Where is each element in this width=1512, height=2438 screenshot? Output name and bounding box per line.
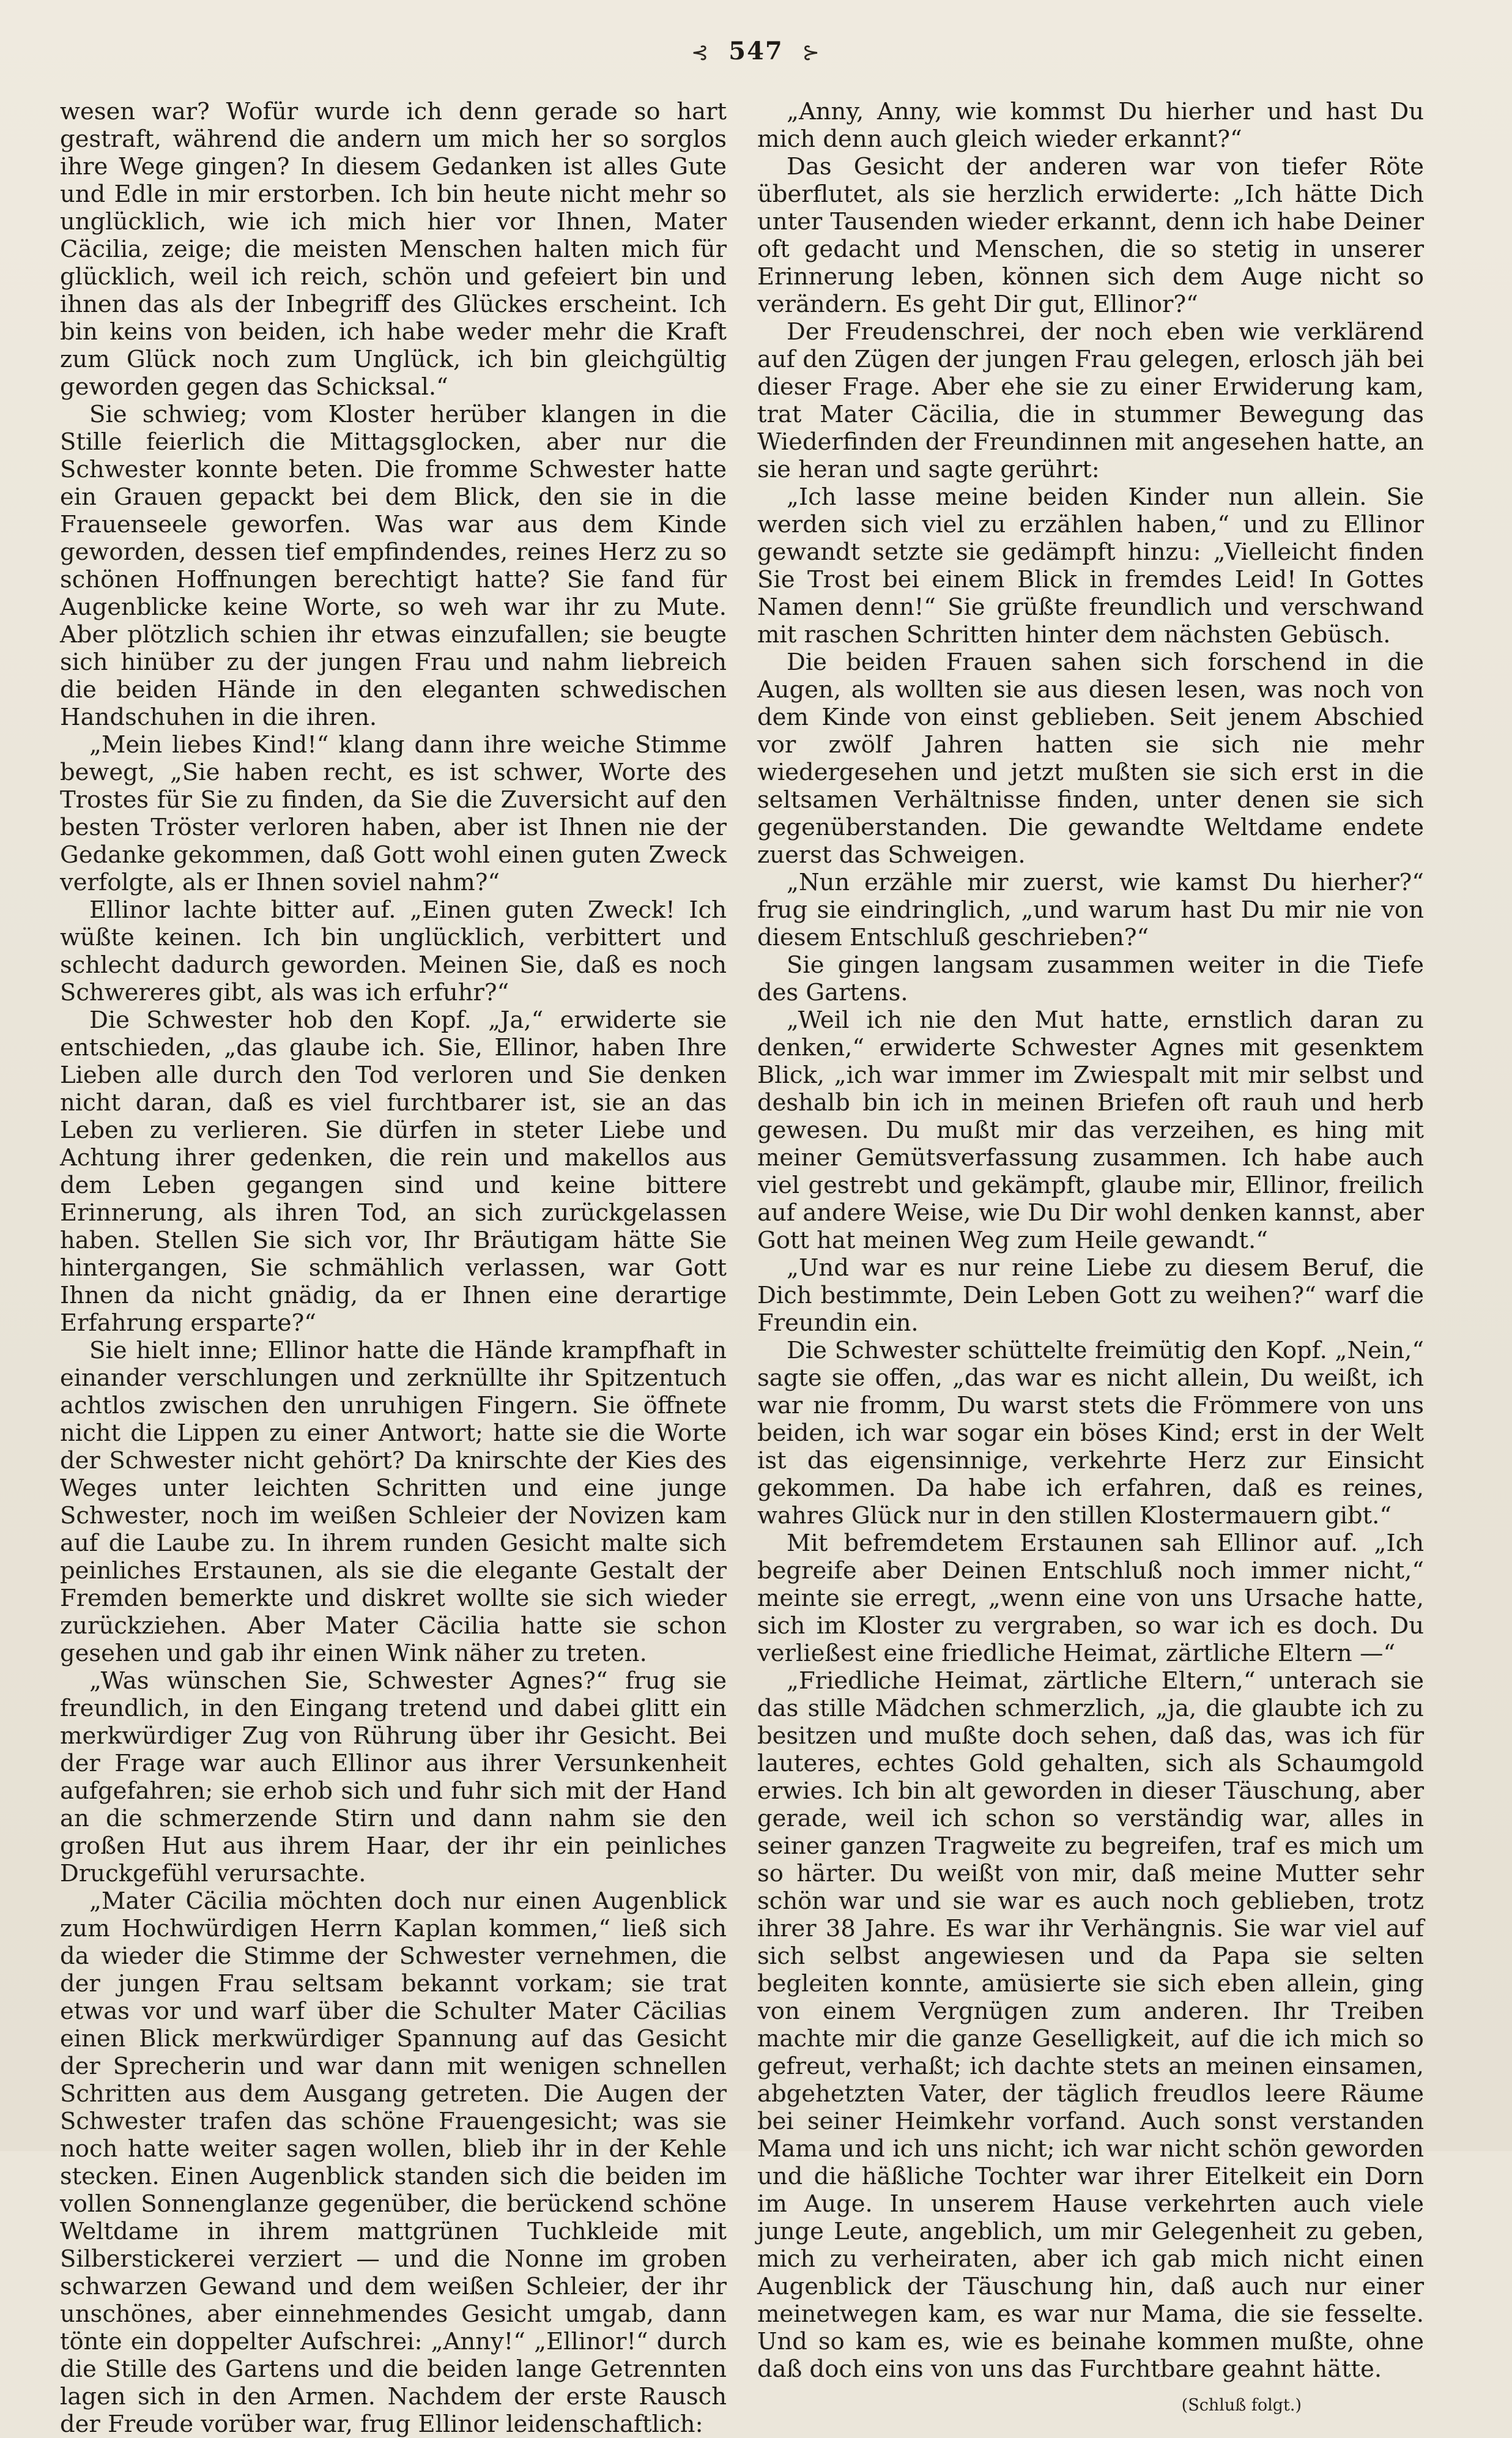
paragraph: „Anny, Anny, wie kommst Du hierher und hast Du mich denn auch gleich wieder erkannt?“ — [757, 98, 1424, 153]
paragraph: „Mein liebes Kind!“ klang dann ihre weiche Stimme bewegt, „Sie haben recht, es ist schwer, Worte des Trostes für Sie zu finden, da Sie die Zuversicht auf den besten Tröster verloren haben, aber ist Ihnen nie der Gedanke gekommen, daß Gott wohl einen guten Zweck verfolgte, als er Ihnen soviel nahm?“ — [60, 731, 727, 896]
left-column — [60, 98, 727, 2438]
paragraph: Die Schwester hob den Kopf. „Ja,“ erwiderte sie entschieden, „das glaube ich. Sie, Ellinor, haben Ihre Lieben alle durch den Tod verloren und Sie denken nicht daran, daß es viel furchtbarer ist, sie an das Leben zu verlieren. Sie dürfen in steter Liebe und Achtung ihrer gedenken, die rein und makellos aus dem Leben gegangen sind und keine bittere Erinnerung, als ihren Tod, an sich zurückgelassen haben. Stellen Sie sich vor, Ihr Bräutigam hätte Sie hintergangen, Sie schmählich verlassen, war Gott Ihnen da nicht gnädig, da er Ihnen eine derartige Erfahrung ersparte?“ — [60, 1006, 727, 1337]
paragraph: Das Gesicht der anderen war von tiefer Röte überflutet, als sie herzlich erwiderte: „Ich hätte Dich unter Tausenden wieder erkannt, denn ich habe Deiner oft gedacht und Menschen, die so stetig in unserer Erinnerung leben, können sich dem Auge nicht so verändern. Es geht Dir gut, Ellinor?“ — [757, 153, 1424, 318]
continuation-note: (Schluß folgt.) — [1181, 2396, 1302, 2415]
paragraph: Mit befremdetem Erstaunen sah Ellinor auf. „Ich begreife aber Deinen Entschluß noch immer nicht,“ meinte sie erregt, „wenn eine von uns Ursache hatte, sich im Kloster zu vergraben, so war ich es doch. Du verließest eine friedliche Heimat, zärtliche Eltern —“ — [757, 1529, 1424, 1667]
paragraph: „Friedliche Heimat, zärtliche Eltern,“ unterach sie das stille Mädchen schmerzlich, „ja, die glaubte ich zu besitzen und mußte doch sehen, daß das, was ich für lauteres, echtes Gold gehalten, sich als Schaumgold erwies. Ich bin alt geworden in dieser Täuschung, aber gerade, weil ich schon so verständig war, alles in seiner ganzen Tragweite zu begreifen, traf es mich um so härter. Du weißt von mir, daß meine Mutter sehr schön war und sie war es auch noch geblieben, trotz ihrer 38 Jahre. Es war ihr Verhängnis. Sie war viel auf sich selbst angewiesen und da Papa sie selten begleiten konnte, amüsierte sie sich eben allein, ging von einem Vergnügen zum anderen. Ihr Treiben machte mir die ganze Geselligkeit, auf die ich mich so gefreut, verhaßt; ich dachte stets an meinen einsamen, abgehetzten Vater, der täglich freudlos leere Räume bei seiner Heimkehr vorfand. Auch sonst verstanden Mama und ich uns nicht; ich war nicht schön geworden und die häßliche Tochter war ihrer Eitelkeit ein Dorn im Auge. In unserem Hause verkehrten auch viele junge Leute, angeblich, um mir Gelegenheit zu geben, mich zu verheiraten, aber ich gab mich nicht einen Augenblick der Täuschung hin, daß auch nur einer meinetwegen kam, es war nur Mama, die sie fesselte. Und so kam es, wie es beinahe kommen mußte, ohne daß doch eins von uns das Furchtbare geahnt hätte. — [757, 1667, 1424, 2383]
paragraph: Ellinor lachte bitter auf. „Einen guten Zweck! Ich wüßte keinen. Ich bin unglücklich, verbittert und schlecht dadurch geworden. Meinen Sie, daß es noch Schwereres gibt, als was ich erfuhr?“ — [60, 896, 727, 1006]
page-header — [0, 37, 1512, 65]
paragraph: „Mater Cäcilia möchten doch nur einen Augenblick zum Hochwürdigen Herrn Kaplan kommen,“ ließ sich da wieder die Stimme der Schwester vernehmen, die der jungen Frau seltsam bekannt vorkam; sie trat etwas vor und warf über die Schulter Mater Cäcilias einen Blick merkwürdiger Spannung auf das Gesicht der Sprecherin und war dann mit wenigen schnellen Schritten aus dem Ausgang getreten. Die Augen der Schwester trafen das schöne Frauengesicht; was sie noch hatte weiter sagen wollen, blieb ihr in der Kehle stecken. Einen Augenblick standen sich die beiden im vollen Sonnenglanze gegenüber, die berückend schöne Weltdame in ihrem mattgrünen Tuchkleide mit Silberstickerei verziert — und die Nonne im groben schwarzen Gewand und dem weißen Schleier, der ihr unschönes, aber einnehmendes Gesicht umgab, dann tönte ein doppelter Aufschrei: „Anny!“ „Ellinor!“ durch die Stille des Gartens und die beiden lange Getrennten lagen sich in den Armen. Nachdem der erste Rausch der Freude vorüber war, frug Ellinor leidenschaftlich: — [60, 1887, 727, 2438]
paragraph: „Und war es nur reine Liebe zu diesem Beruf, die Dich bestimmte, Dein Leben Gott zu weihen?“ warf die Freundin ein. — [757, 1254, 1424, 1337]
paragraph: wesen war? Wofür wurde ich denn gerade so hart gestraft, während die andern um mich her so sorglos ihre Wege gingen? In diesem Gedanken ist alles Gute und Edle in mir erstorben. Ich bin heute nicht mehr so unglücklich, wie ich mich hier vor Ihnen, Mater Cäcilia, zeige; die meisten Menschen halten mich für glücklich, weil ich reich, schön und gefeiert bin und ihnen das als der Inbegriff des Glückes erscheint. Ich bin keins von beiden, ich habe weder mehr die Kraft zum Glück noch zum Unglück, ich bin gleichgültig geworden gegen das Schicksal.“ — [60, 98, 727, 401]
ornament-left-icon: ⊰ — [691, 40, 710, 65]
paragraph: „Weil ich nie den Mut hatte, ernstlich daran zu denken,“ erwiderte Schwester Agnes mit gesenktem Blick, „ich war immer im Zwiespalt mit mir selbst und deshalb bin ich in meinen Briefen oft rauh und herb gewesen. Du mußt mir das verzeihen, es hing mit meiner Gemütsverfassung zusammen. Ich habe auch viel gestrebt und gekämpft, glaube mir, Ellinor, freilich auf andere Weise, wie Du Dir wohl denken kannst, aber Gott hat meinen Weg zum Heile gewandt.“ — [757, 1006, 1424, 1254]
paragraph: Sie schwieg; vom Kloster herüber klangen in die Stille feierlich die Mittagsglocken, aber nur die Schwester konnte beten. Die fromme Schwester hatte ein Grauen gepackt bei dem Blick, den sie in die Frauenseele geworfen. Was war aus dem Kinde geworden, dessen tief empfindendes, reines Herz zu so schönen Hoffnungen berechtigt hatte? Sie fand für Augenblicke keine Worte, so weh war ihr zu Mute. Aber plötzlich schien ihr etwas einzufallen; sie beugte sich hinüber zu der jungen Frau und nahm liebreich die beiden Hände in den eleganten schwedischen Handschuhen in die ihren. — [60, 401, 727, 731]
page-number: 547 — [728, 37, 784, 65]
paragraph: Sie gingen langsam zusammen weiter in die Tiefe des Gartens. — [757, 951, 1424, 1006]
right-column — [757, 98, 1424, 2415]
paragraph: Der Freudenschrei, der noch eben wie verklärend auf den Zügen der jungen Frau gelegen, erlosch jäh bei dieser Frage. Aber ehe sie zu einer Erwiderung kam, trat Mater Cäcilia, die in stummer Bewegung das Wiederfinden der Freundinnen mit angesehen hatte, an sie heran und sagte gerührt: — [757, 318, 1424, 483]
paragraph: Die beiden Frauen sahen sich forschend in die Augen, als wollten sie aus diesen lesen, was noch von dem Kinde von einst geblieben. Seit jenem Abschied vor zwölf Jahren hatten sie sich nie mehr wiedergesehen und jetzt mußten sie sich erst in die seltsamen Verhältnisse finden, unter denen sie sich gegenüberstanden. Die gewandte Weltdame endete zuerst das Schweigen. — [757, 649, 1424, 869]
paragraph: Sie hielt inne; Ellinor hatte die Hände krampfhaft in einander verschlungen und zerknüllte ihr Spitzentuch achtlos zwischen den unruhigen Fingern. Sie öffnete nicht die Lippen zu einer Antwort; hatte sie die Worte der Schwester nicht gehört? Da knirschte der Kies des Weges unter leichten Schritten und eine junge Schwester, noch im weißen Schleier der Novizen kam auf die Laube zu. In ihrem runden Gesicht malte sich peinliches Erstaunen, als sie die elegante Gestalt der Fremden bemerkte und diskret wollte sie sich wieder zurückziehen. Aber Mater Cäcilia hatte sie schon gesehen und gab ihr einen Wink näher zu treten. — [60, 1337, 727, 1667]
paragraph: Die Schwester schüttelte freimütig den Kopf. „Nein,“ sagte sie offen, „das war es nicht allein, Du weißt, ich war nie fromm, Du warst stets die Frömmere von uns beiden, ich war sogar ein böses Kind; erst in der Welt ist das eigensinnige, verkehrte Herz zur Einsicht gekommen. Da habe ich erfahren, daß es reines, wahres Glück nur in den stillen Klostermauern gibt.“ — [757, 1337, 1424, 1529]
paragraph: „Nun erzähle mir zuerst, wie kamst Du hierher?“ frug sie eindringlich, „und warum hast Du mir nie von diesem Entschluß geschrieben?“ — [757, 869, 1424, 951]
ornament-right-icon: ⊱ — [802, 40, 821, 65]
paragraph: „Was wünschen Sie, Schwester Agnes?“ frug sie freundlich, in den Eingang tretend und dabei glitt ein merkwürdiger Zug von Rührung über ihr Gesicht. Bei der Frage war auch Ellinor aus ihrer Versunkenheit aufgefahren; sie erhob sich und fuhr sich mit der Hand an die schmerzende Stirn und dann nahm sie den großen Hut aus ihrem Haar, der ihr ein peinliches Druckgefühl verursachte. — [60, 1667, 727, 1887]
paragraph: „Ich lasse meine beiden Kinder nun allein. Sie werden sich viel zu erzählen haben,“ und zu Ellinor gewandt setzte sie gedämpft hinzu: „Vielleicht finden Sie Trost bei einem Blick in fremdes Leid! In Gottes Namen denn!“ Sie grüßte freundlich und verschwand mit raschen Schritten hinter dem nächsten Gebüsch. — [757, 483, 1424, 649]
